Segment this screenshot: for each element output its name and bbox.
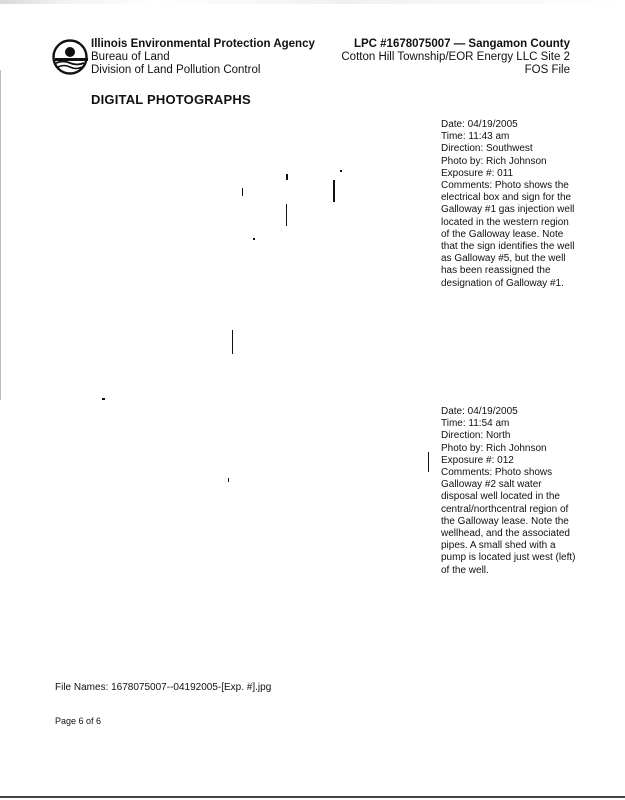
agency-bureau: Bureau of Land (91, 51, 170, 63)
scan-edge-bottom (0, 796, 625, 798)
case-lpc-number: LPC #1678075007 — Sangamon County (353, 38, 570, 50)
case-site-name: Cotton Hill Township/EOR Energy LLC Site 2 (341, 51, 570, 63)
photo-artifact (102, 398, 105, 400)
photo-artifact (428, 452, 429, 472)
photo-artifact (286, 204, 287, 226)
photo-2-image (60, 404, 420, 674)
photo-artifact (232, 330, 233, 354)
photo-artifact (253, 238, 255, 240)
page-number: Page 6 of 6 (55, 716, 102, 726)
photo-2-direction: Direction: North (441, 430, 511, 442)
photo-artifact (340, 170, 342, 172)
photo-2-time: Time: 11:54 am (441, 418, 510, 430)
photo-2-date: Date: 04/19/2005 (441, 406, 518, 417)
photo-2-caption (441, 406, 576, 577)
case-block (341, 38, 570, 77)
photo-1-exposure: Exposure #: 011 (441, 167, 514, 179)
photo-1-comments: Comments: Photo shows the electrical box and sign for the Galloway #1 gas injection well located in the western region of the Galloway lease. Note that the sign identifies the well as Galloway #5, but the well has been reassigned the designation of Galloway #1. (441, 180, 575, 289)
photo-1-photographer: Photo by: Rich Johnson (441, 155, 547, 167)
photo-1-time: Time: 11:43 am (441, 131, 510, 143)
agency-division: Division of Land Pollution Control (91, 64, 261, 76)
photo-2-exposure: Exposure #: 012 (441, 454, 514, 466)
agency-name: Illinois Environmental Protection Agency (91, 38, 315, 50)
photo-artifact (242, 188, 243, 196)
photo-artifact (228, 478, 229, 482)
photo-1-date: Date: 04/19/2005 (441, 119, 518, 130)
photo-2-comments: Comments: Photo shows Galloway #2 salt water disposal well located in the central/northcentral region of the Galloway lease. Note the wellhead, and the associated pipes. A small shed with a pump is located just west (left) of the well. (441, 467, 576, 576)
scan-edge-left (0, 70, 1, 400)
photo-artifact (333, 180, 335, 202)
case-file-type: FOS File (524, 64, 570, 76)
document-title: DIGITAL PHOTOGRAPHS (91, 92, 251, 107)
photo-1-direction: Direction: Southwest (441, 143, 533, 155)
file-names-note: File Names: 1678075007--04192005-[Exp. #].jpg (55, 682, 272, 693)
photo-artifact (286, 174, 288, 180)
photo-1-image (60, 118, 420, 396)
agency-block (91, 38, 315, 77)
scan-edge-top (0, 0, 625, 4)
photo-1-caption (441, 119, 576, 290)
illinois-epa-logo-icon (52, 39, 88, 75)
photo-2-photographer: Photo by: Rich Johnson (441, 442, 547, 454)
